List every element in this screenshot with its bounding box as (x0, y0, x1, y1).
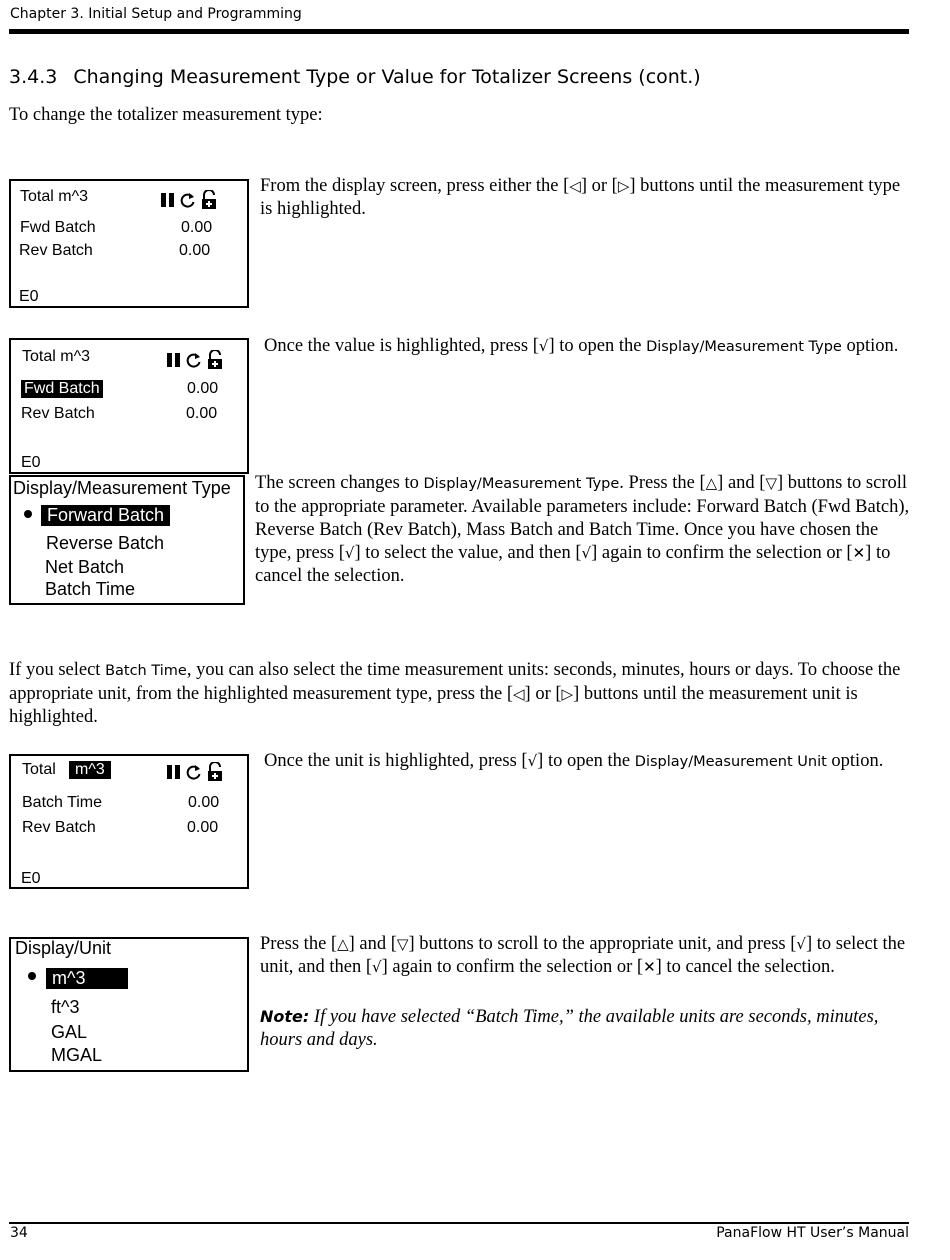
pause-icon (166, 352, 182, 368)
menu-term: Display/Measurement Unit (634, 754, 827, 770)
cancel-button-icon: ✕ (643, 958, 656, 976)
section-number: 3.4.3 (9, 66, 58, 88)
measurement-type-menu (9, 475, 245, 605)
lcd-status-code: E0 (21, 870, 41, 887)
lcd-screen-highlighted (9, 338, 249, 474)
selected-bullet-icon (24, 510, 32, 518)
step1-text: From the display screen, press either the [◁] or [▷] buttons until the measurement type is highlighted. (260, 176, 901, 219)
check-button-icon: √ (372, 958, 382, 976)
menu-title: Display/Measurement Type (13, 478, 231, 498)
section-heading (9, 66, 701, 88)
lcd-status-icons (166, 350, 224, 370)
menu-term: Display/Measurement Type (423, 476, 620, 492)
intro-text: To change the totalizer measurement type: (9, 105, 323, 125)
lcd-status-code: E0 (21, 454, 41, 471)
refresh-icon (186, 764, 202, 780)
lcd-row2-value: 0.00 (179, 242, 211, 259)
lcd-status-code: E0 (19, 288, 39, 305)
menu-item-reverse-batch[interactable]: Reverse Batch (46, 533, 165, 553)
menu-item-gal[interactable]: GAL (51, 1022, 88, 1042)
running-header: Chapter 3. Initial Setup and Programming (10, 6, 302, 22)
menu-term: Display/Measurement Type (646, 339, 842, 355)
manual-title: PanaFlow HT User’s Manual (716, 1225, 909, 1241)
lcd-row2-value: 0.00 (186, 405, 218, 422)
menu-item-forward-batch[interactable]: Forward Batch (41, 505, 170, 526)
lcd-status-icons (160, 190, 218, 210)
up-button-icon: △ (337, 935, 349, 953)
cancel-button-icon: ✕ (852, 544, 866, 562)
lcd-row1-value: 0.00 (187, 380, 219, 397)
note (260, 1005, 900, 1052)
lcd-title: Total m^3 (20, 188, 88, 205)
refresh-icon (186, 352, 202, 368)
lcd-title-label: Total (22, 761, 56, 778)
check-button-icon: √ (538, 337, 549, 355)
note-label: Note: (260, 1007, 310, 1026)
step3-text: The screen changes to Display/Measurement Type. Press the [△] and [▽] buttons to scroll to the appropriate parameter. Available parameters include: Forward Batch (Fwd Batch), Reverse Batch (Rev Batch), Mass Batch and Batch Time. Once you have chosen the type, press [√] to select the value, and then [√] again to confirm the selection or [✕] to cancel the selection. (255, 473, 910, 586)
right-button-icon: ▷ (617, 177, 630, 195)
unit-menu (9, 937, 249, 1072)
lcd-title-unit-highlighted: m^3 (69, 761, 111, 779)
pause-icon (166, 764, 182, 780)
check-button-icon: √ (527, 752, 538, 770)
down-button-icon: ▽ (396, 935, 409, 953)
lcd-row2-value: 0.00 (187, 819, 219, 836)
lcd-screen-unit-highlighted (9, 754, 249, 889)
lcd-title: Total m^3 (22, 348, 90, 365)
lcd-row1-value: 0.00 (181, 219, 213, 236)
step5-text: Press the [△] and [▽] buttons to scroll to the appropriate unit, and press [√] to select the unit, and then [√] again to confirm the selection or [✕] to cancel the selection. (260, 934, 906, 977)
menu-item-ft3[interactable]: ft^3 (51, 997, 80, 1017)
left-button-icon: ◁ (512, 685, 525, 703)
header-rule (9, 29, 909, 34)
footer-rule (9, 1222, 909, 1224)
lcd-row2-label: Rev Batch (22, 819, 96, 836)
step4-text: Once the unit is highlighted, press [√] to open the Display/Measurement Unit option. (264, 751, 884, 771)
lcd-row1-label-highlighted: Fwd Batch (21, 380, 103, 398)
lcd-screen-display (9, 179, 249, 308)
menu-item-m3[interactable]: m^3 (46, 968, 128, 989)
check-button-icon: √ (581, 544, 592, 562)
down-button-icon: ▽ (765, 474, 777, 492)
lcd-row2-label: Rev Batch (19, 242, 93, 259)
step2-text: Once the value is highlighted, press [√] to open the Display/Measurement Type option. (264, 336, 899, 356)
menu-title: Display/Unit (15, 938, 112, 958)
unlock-icon (206, 762, 224, 782)
lcd-row2-label: Rev Batch (21, 405, 95, 422)
refresh-icon (180, 192, 196, 208)
menu-item-net-batch[interactable]: Net Batch (45, 557, 125, 577)
section-title: Changing Measurement Type or Value for Totalizer Screens (cont.) (73, 66, 701, 88)
selected-bullet-icon (28, 972, 36, 980)
pause-icon (160, 192, 176, 208)
menu-term: Batch Time (105, 663, 187, 679)
lcd-row1-label: Batch Time (22, 794, 103, 811)
menu-item-mgal[interactable]: MGAL (51, 1045, 103, 1065)
menu-item-batch-time[interactable]: Batch Time (45, 579, 136, 599)
lcd-status-icons (166, 762, 224, 782)
up-button-icon: △ (705, 474, 718, 492)
check-button-icon: √ (344, 544, 355, 562)
lcd-row1-label: Fwd Batch (20, 219, 96, 236)
lcd-row1-value: 0.00 (188, 794, 220, 811)
note-text: If you have selected “Batch Time,” the available units are seconds, minutes, hours and days. (260, 1007, 879, 1050)
page-number: 34 (10, 1225, 28, 1241)
unlock-icon (206, 350, 224, 370)
check-button-icon: √ (796, 935, 806, 953)
unlock-icon (200, 190, 218, 210)
left-button-icon: ◁ (569, 177, 581, 195)
right-button-icon: ▷ (561, 685, 574, 703)
batch-time-paragraph: If you select Batch Time, you can also select the time measurement units: seconds, minutes, hours or days. To choose the appropriate unit, from the highlighted measurement type, press the [◁] or [▷] buttons until the measurement unit is highlighted. (9, 660, 901, 727)
